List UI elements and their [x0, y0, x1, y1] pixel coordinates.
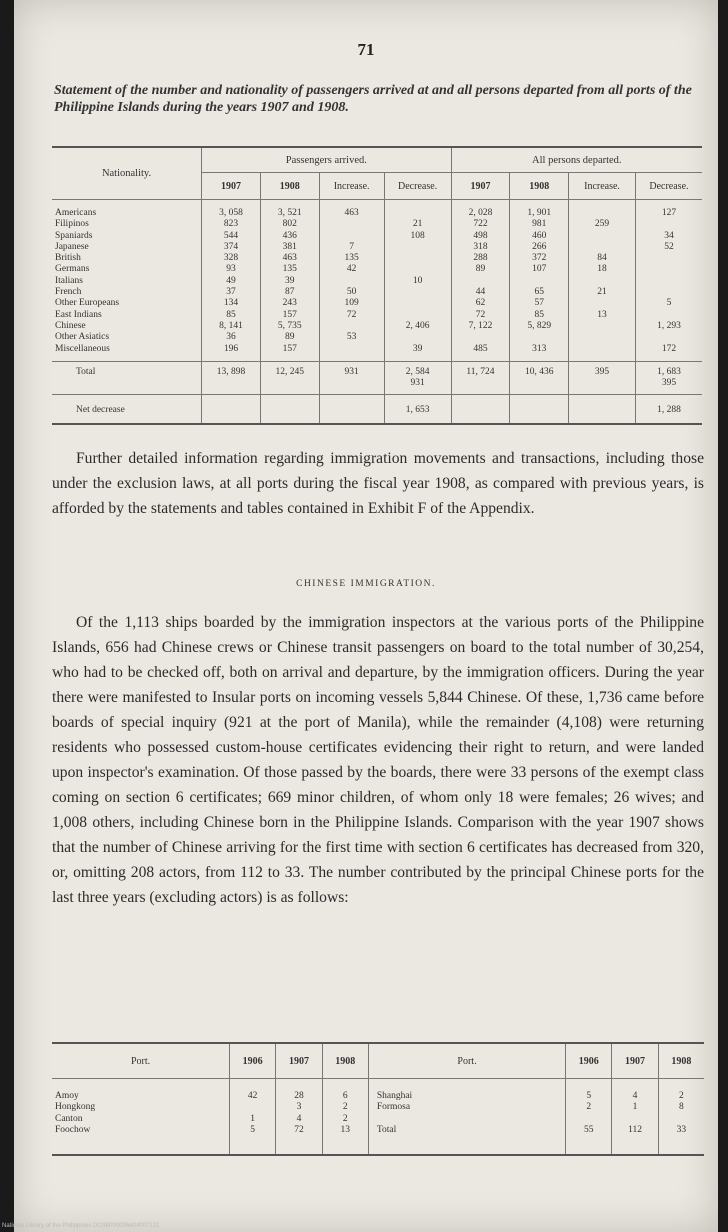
dep-decrease-header: Decrease.: [635, 173, 702, 200]
right-1907-header: 1907: [612, 1043, 658, 1079]
ports-table: [52, 1042, 704, 1156]
arr-increase-header: Increase.: [319, 173, 384, 200]
right-port-names: Shanghai Formosa Total: [368, 1079, 565, 1156]
dep-1908-header: 1908: [510, 173, 569, 200]
total-arr-1907: 13, 898: [202, 361, 261, 395]
total-dep-decrease: 1, 683 395: [635, 361, 702, 395]
total-dep-increase: 395: [569, 361, 636, 395]
dep-1908-values: 1, 901 981 460 266 372 107 65 57 85 5, 829 313: [510, 200, 569, 362]
dep-increase-header: Increase.: [569, 173, 636, 200]
group-arrived: Passengers arrived.: [202, 147, 452, 173]
dep-1907-values: 2, 028 722 498 318 288 89 44 62 72 7, 122 485: [451, 200, 510, 362]
left-1908-header: 1908: [322, 1043, 368, 1079]
total-arr-decrease: 2, 584 931: [384, 361, 451, 395]
arr-decrease-values: 21 108 10 2, 406 39: [384, 200, 451, 362]
left-1906-header: 1906: [230, 1043, 276, 1079]
right-1906-header: 1906: [566, 1043, 612, 1079]
left-1907-values: 28 3 4 72: [276, 1079, 322, 1156]
arr-1907-values: 3, 058 823 544 374 328 93 49 37 134 85 8, 141 36 196: [202, 200, 261, 362]
left-1906-values: 42 1 5: [230, 1079, 276, 1156]
document-page: [14, 0, 718, 1232]
group-departed: All persons departed.: [451, 147, 702, 173]
total-arr-1908: 12, 245: [260, 361, 319, 395]
right-1908-header: 1908: [658, 1043, 704, 1079]
net-arr-decrease: 1, 653: [384, 395, 451, 424]
total-dep-1908: 10, 436: [510, 361, 569, 395]
port-header-left: Port.: [52, 1043, 230, 1079]
right-1906-values: 5 2 55: [566, 1079, 612, 1156]
net-decrease-label: Net decrease: [52, 395, 202, 424]
dep-1907-header: 1907: [451, 173, 510, 200]
arr-1908-header: 1908: [260, 173, 319, 200]
right-1908-values: 2 8 33: [658, 1079, 704, 1156]
left-1907-header: 1907: [276, 1043, 322, 1079]
col-nationality: Nationality.: [52, 147, 202, 200]
paragraph-exhibit: Further detailed information regarding immigration movements and transactions, including those under the exclusion laws, at all ports during the fiscal year 1908, as compared with previous years, is afforded by the statements and tables contained in Exhibit F of the Appendix.: [52, 450, 704, 517]
nationality-list: Americans Filipinos Spaniards Japanese British Germans Italians French Other Europeans East Indians Chinese Other Asiatics Miscellaneous: [55, 208, 120, 354]
page-number: 71: [357, 40, 375, 59]
left-port-names: Amoy Hongkong Canton Foochow: [52, 1079, 230, 1156]
left-1908-values: 6 2 2 13: [322, 1079, 368, 1156]
total-arr-increase: 931: [319, 361, 384, 395]
section-heading: CHINESE IMMIGRATION.: [296, 579, 436, 589]
net-dep-decrease: 1, 288: [635, 395, 702, 424]
total-dep-1907: 11, 724: [451, 361, 510, 395]
footer-credit: National Library of the Philippines DO38P00006404007131: [2, 1223, 160, 1229]
paragraph-chinese-immigration: Of the 1,113 ships boarded by the immigration inspectors at the various ports of the Philippine Islands, 656 had Chinese crews or Chinese transit passengers on board to the total number of 30,254, who had to be checked off, both on arrival and departure, by the immigration officers. During the year there were manifested to Insular ports on incoming vessels 5,844 Chinese. Of these, 1,736 came before boards of special inquiry (921 at the port of Manila), while the remainder (4,108) were returning residents who possessed custom-house certificates evidencing their right to return, and were landed upon inspector's examination. Of those passed by the boards, there were 33 persons of the exempt class coming on section 6 certificates; 669 minor children, of whom only 18 were females; 26 wives; and 1,008 others, including Chinese born in the Philippine Islands. Comparison with the year 1907 shows that the number of Chinese arriving for the first time with section 6 certificates has decreased from 320, or, omitting 208 actors, from 112 to 33. The number contributed by the principal Chinese ports for the last three years (excluding actors) is as follows:: [52, 614, 704, 906]
dep-decrease-values: 127 34 52 5 1, 293 172: [635, 200, 702, 362]
table-caption: Statement of the number and nationality of passengers arrived at and all persons departed from all ports of the Philippine Islands during the years 1907 and 1908.: [54, 83, 692, 115]
total-label: Total: [52, 361, 202, 395]
port-header-right: Port.: [368, 1043, 565, 1079]
arr-decrease-header: Decrease.: [384, 173, 451, 200]
arr-increase-values: 463 7 135 42 50 109 72 53: [319, 200, 384, 362]
dep-increase-values: 259 84 18 21 13: [569, 200, 636, 362]
right-1907-values: 4 1 112: [612, 1079, 658, 1156]
arr-1908-values: 3, 521 802 436 381 463 135 39 87 243 157 5, 735 89 157: [260, 200, 319, 362]
arr-1907-header: 1907: [202, 173, 261, 200]
passenger-table: [52, 146, 702, 425]
